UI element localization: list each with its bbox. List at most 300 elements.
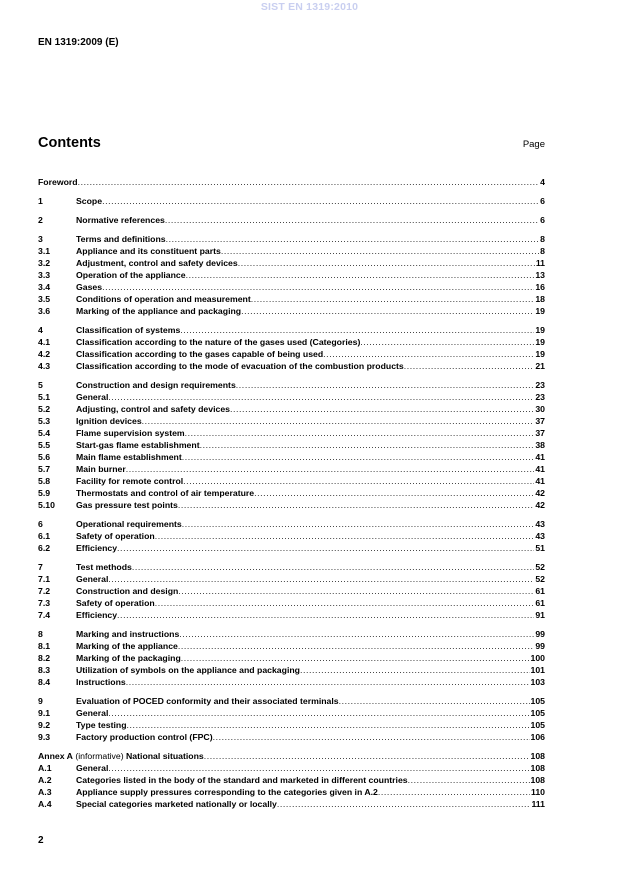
toc-entry-page: 38 — [535, 440, 545, 450]
toc-entry-title-line — [76, 463, 534, 475]
toc-entry-number: 5.9 — [38, 488, 51, 498]
toc-entry-title: Marking of the appliance and packaging — [76, 306, 242, 316]
toc-entry[interactable] — [38, 798, 545, 810]
toc-entry-page: 23 — [535, 392, 545, 402]
toc-entry-title: Test methods — [76, 562, 132, 572]
toc-entry-title-line — [76, 609, 534, 621]
dot-leader — [185, 427, 535, 439]
toc-entry-title: Main burner — [76, 464, 126, 474]
toc-entry[interactable] — [38, 786, 545, 798]
toc-entry-title-line — [76, 695, 530, 707]
toc-entry-title: Thermostats and control of air temperature — [76, 488, 255, 498]
toc-entry-title-line — [76, 707, 530, 719]
toc-entry[interactable] — [38, 233, 545, 245]
toc-section-group — [38, 628, 545, 688]
dot-leader — [182, 451, 535, 463]
toc-entry-title: Terms and definitions — [76, 234, 166, 244]
toc-entry-title-line — [76, 415, 534, 427]
dot-leader — [117, 609, 534, 621]
dot-leader — [108, 707, 529, 719]
toc-entry[interactable] — [38, 573, 545, 585]
toc-entry-page: 23 — [535, 380, 545, 390]
toc-entry[interactable] — [38, 360, 545, 372]
annex-label: Annex A — [38, 751, 73, 761]
dot-leader — [200, 439, 535, 451]
dot-leader — [204, 750, 530, 762]
toc-entry-title: Marking of the packaging — [76, 653, 181, 663]
toc-entry-number: 3 — [38, 234, 43, 244]
toc-entry-title-line — [76, 786, 530, 798]
toc-entry-title: Classification according to the nature of the gases used (Categories) — [76, 337, 361, 347]
toc-entry-page: 18 — [535, 294, 545, 304]
toc-entry[interactable] — [38, 664, 545, 676]
toc-entry-number: 5.2 — [38, 404, 51, 414]
dot-leader — [378, 786, 530, 798]
watermark: SIST EN 1319:2010 — [260, 1, 359, 13]
toc-entry-title: Classification of systems — [76, 325, 181, 335]
toc-entry-title: Start-gas flame establishment — [76, 440, 200, 450]
toc-entry-number: 3.3 — [38, 270, 51, 280]
toc-entry-number: 5.6 — [38, 452, 51, 462]
toc-entry-page: 105 — [530, 720, 545, 730]
toc-entry-title-line — [76, 585, 534, 597]
toc-entry-title: Classification according to the mode of evacuation of the combustion products — [76, 361, 404, 371]
toc-entry-title: General — [76, 392, 109, 402]
toc-entry-number: 3.6 — [38, 306, 51, 316]
toc-entry-title: Appliance and its constituent parts — [76, 246, 221, 256]
toc-entry-title: Flame supervision system — [76, 428, 185, 438]
toc-entry[interactable] — [38, 628, 545, 640]
toc-entry-title: Utilization of symbols on the appliance and packaging — [76, 665, 300, 675]
toc-entry-number: 7.4 — [38, 610, 51, 620]
toc-entry-title-line — [76, 597, 534, 609]
dot-leader — [300, 664, 530, 676]
toc-section-group — [38, 195, 545, 207]
toc-entry-title: Operational requirements — [76, 519, 182, 529]
toc-entry-title-line — [76, 269, 534, 281]
document-identifier: EN 1319:2009 (E) — [38, 37, 119, 48]
toc-entry-page: 21 — [535, 361, 545, 371]
toc-entry-title: Normative references — [76, 215, 165, 225]
toc-entry[interactable] — [38, 597, 545, 609]
toc-entry-title-line — [76, 719, 530, 731]
toc-entry-title: Gas pressure test points — [76, 500, 178, 510]
dot-leader — [155, 530, 535, 542]
toc-entry-number: 4 — [38, 325, 43, 335]
toc-entry[interactable] — [38, 195, 545, 207]
toc-entry[interactable] — [38, 305, 545, 317]
toc-entry-title-line — [76, 245, 539, 257]
dot-leader — [78, 176, 540, 188]
toc-entry-number: 8 — [38, 629, 43, 639]
toc-entry[interactable] — [38, 561, 545, 573]
toc-entry-page: 6 — [540, 196, 545, 206]
toc-entry[interactable] — [38, 640, 545, 652]
dot-leader — [213, 731, 530, 743]
toc-entry-page: 19 — [535, 325, 545, 335]
toc-entry-number: 8.2 — [38, 653, 51, 663]
dot-leader — [102, 195, 539, 207]
dot-leader — [238, 257, 535, 269]
toc-entry-page: 16 — [535, 282, 545, 292]
toc-entry-number: 5.10 — [38, 500, 55, 510]
toc-entry-title: Conditions of operation and measurement — [76, 294, 251, 304]
toc-entry-page: 100 — [530, 653, 545, 663]
toc-entry-title-line — [76, 774, 530, 786]
toc-entry-title-line — [76, 360, 534, 372]
toc-entry-title: Factory production control (FPC) — [76, 732, 213, 742]
toc-entry-page: 52 — [535, 574, 545, 584]
toc-entry-title: Operation of the appliance — [76, 270, 186, 280]
toc-entry-title-line — [76, 487, 534, 499]
toc-entry[interactable] — [38, 762, 545, 774]
toc-entry[interactable] — [38, 281, 545, 293]
toc-entry[interactable] — [38, 530, 545, 542]
toc-entry-title-line — [76, 348, 534, 360]
dot-leader — [178, 640, 534, 652]
toc-entry-page: 37 — [535, 416, 545, 426]
toc-entry-number: 3.1 — [38, 246, 51, 256]
toc-entry-title: General — [76, 708, 109, 718]
toc-section-group — [38, 379, 545, 511]
toc-entry-page: 30 — [535, 404, 545, 414]
toc-entry[interactable] — [38, 652, 545, 664]
toc-section-group — [38, 324, 545, 372]
toc-entry-title: Ignition devices — [76, 416, 142, 426]
toc-entry-title: Safety of operation — [76, 598, 155, 608]
toc-entry-page: 101 — [530, 665, 545, 675]
toc-entry[interactable] — [38, 707, 545, 719]
dot-leader — [241, 305, 534, 317]
toc-entry-title-line — [76, 542, 534, 554]
toc-entry-title-line — [76, 439, 534, 451]
toc-entry-title-line — [76, 762, 530, 774]
toc-entry[interactable] — [38, 676, 545, 688]
toc-entry-page: 61 — [535, 598, 545, 608]
toc-entry-page: 105 — [530, 708, 545, 718]
toc-entry-page: 111 — [531, 799, 545, 809]
toc-entry-title: Classification according to the gases capable of being used — [76, 349, 324, 359]
toc-entry[interactable] — [38, 427, 545, 439]
toc-entry-title-line — [38, 750, 530, 762]
toc-entry-number: 6.1 — [38, 531, 51, 541]
dot-leader — [230, 403, 534, 415]
toc-entry-page: 43 — [535, 531, 545, 541]
toc-entry[interactable] — [38, 774, 545, 786]
toc-entry-page: 43 — [535, 519, 545, 529]
toc-entry-page: 11 — [535, 258, 545, 268]
toc-entry-number: 9.3 — [38, 732, 51, 742]
toc-entry-title: Special categories marketed nationally or locally — [76, 799, 277, 809]
toc-entry[interactable] — [38, 293, 545, 305]
dot-leader — [360, 336, 534, 348]
toc-entry-title: Type testing — [76, 720, 127, 730]
toc-entry-number: 8.4 — [38, 677, 51, 687]
toc-entry-number: 3.5 — [38, 294, 51, 304]
toc-entry[interactable] — [38, 750, 545, 762]
toc-section-group — [38, 233, 545, 317]
toc-entry-title: Evaluation of POCED conformity and their associated terminals — [76, 696, 339, 706]
toc-entry[interactable] — [38, 475, 545, 487]
toc-entry-title: Instructions — [76, 677, 126, 687]
toc-entry-title-line — [76, 379, 534, 391]
toc-entry[interactable] — [38, 403, 545, 415]
toc-entry-title-line — [76, 336, 534, 348]
toc-entry-title: Main flame establishment — [76, 452, 182, 462]
toc-entry-title: Foreword — [38, 177, 78, 187]
toc-entry-number: 1 — [38, 196, 43, 206]
toc-section-group — [38, 214, 545, 226]
toc-entry-number: 4.2 — [38, 349, 51, 359]
toc-entry-number: 7.3 — [38, 598, 51, 608]
toc-entry[interactable] — [38, 542, 545, 554]
toc-entry-page: 51 — [535, 543, 545, 553]
toc-entry[interactable] — [38, 336, 545, 348]
toc-entry-title: Scope — [76, 196, 103, 206]
toc-section-group — [38, 695, 545, 743]
page-number: 2 — [38, 835, 44, 846]
toc-entry-title-line — [76, 451, 534, 463]
dot-leader — [254, 487, 534, 499]
toc-entry-title: General — [76, 763, 109, 773]
toc-entry[interactable] — [38, 439, 545, 451]
toc-entry-number: 4.3 — [38, 361, 51, 371]
toc-entry-page: 61 — [535, 586, 545, 596]
toc-entry[interactable] — [38, 451, 545, 463]
toc-entry[interactable] — [38, 518, 545, 530]
toc-entry-title-line — [76, 475, 534, 487]
toc-entry-title-line — [38, 176, 539, 188]
annex-title: National situations — [126, 751, 204, 761]
toc-entry-title: Marking and instructions — [76, 629, 180, 639]
dot-leader — [251, 293, 535, 305]
toc-entry-title-line — [76, 427, 534, 439]
dot-leader — [236, 379, 535, 391]
toc-entry-number: 7.2 — [38, 586, 51, 596]
page-title: Contents — [38, 135, 101, 151]
toc-entry-title-line — [76, 640, 534, 652]
toc-entry[interactable] — [38, 487, 545, 499]
toc-entry[interactable] — [38, 324, 545, 336]
toc-entry-page: 6 — [540, 215, 545, 225]
toc-entry-title-line — [76, 305, 534, 317]
toc-entry-number: A.4 — [38, 799, 52, 809]
toc-entry-title-line — [76, 798, 530, 810]
toc-entry-title-line — [76, 530, 534, 542]
dot-leader — [166, 233, 540, 245]
toc-entry-page: 103 — [530, 677, 545, 687]
dot-leader — [126, 463, 535, 475]
toc-entry-page: 19 — [535, 337, 545, 347]
dot-leader — [108, 573, 534, 585]
toc-entry-number: 2 — [38, 215, 43, 225]
toc-entry-number: 5 — [38, 380, 43, 390]
toc-entry-page: 108 — [530, 775, 545, 785]
toc-entry-title-line — [76, 214, 539, 226]
toc-entry-page: 37 — [535, 428, 545, 438]
toc-entry-title-line — [76, 518, 534, 530]
toc-entry-page: 8 — [540, 246, 545, 256]
toc-entry-title: Efficiency — [76, 610, 118, 620]
toc-entry-title: Gases — [76, 282, 103, 292]
toc-entry-page: 42 — [535, 500, 545, 510]
toc-entry-title: General — [76, 574, 109, 584]
toc-entry[interactable] — [38, 257, 545, 269]
toc-entry[interactable] — [38, 463, 545, 475]
dot-leader — [117, 542, 534, 554]
toc-entry-title: Adjusting, control and safety devices — [76, 404, 230, 414]
dot-leader — [221, 245, 539, 257]
dot-leader — [323, 348, 534, 360]
toc-entry[interactable] — [38, 585, 545, 597]
toc-entry-number: 4.1 — [38, 337, 51, 347]
dot-leader — [126, 676, 530, 688]
toc-entry-number: A.2 — [38, 775, 52, 785]
toc-entry-page: 13 — [535, 270, 545, 280]
toc-entry-title-line — [76, 257, 535, 269]
dot-leader — [108, 762, 529, 774]
toc-entry-number: 7.1 — [38, 574, 51, 584]
toc-entry-number: 7 — [38, 562, 43, 572]
toc-entry-number: 6 — [38, 519, 43, 529]
toc-entry-title: Adjustment, control and safety devices — [76, 258, 238, 268]
dot-leader — [408, 774, 530, 786]
dot-leader — [165, 214, 539, 226]
toc-entry[interactable] — [38, 695, 545, 707]
toc-entry-title: Marking of the appliance — [76, 641, 178, 651]
toc-entry-page: 105 — [530, 696, 545, 706]
toc-entry-page: 52 — [535, 562, 545, 572]
dot-leader — [179, 628, 534, 640]
toc-entry-title-line — [76, 391, 534, 403]
toc-entry[interactable] — [38, 269, 545, 281]
toc-entry-title-line — [76, 652, 530, 664]
toc-entry-title-line — [76, 233, 539, 245]
toc-entry-page: 8 — [540, 234, 545, 244]
toc-entry-number: 5.1 — [38, 392, 51, 402]
dot-leader — [155, 597, 535, 609]
toc-entry-page: 4 — [540, 177, 545, 187]
dot-leader — [183, 475, 534, 487]
dot-leader — [178, 499, 534, 511]
toc-entry-page: 91 — [535, 610, 545, 620]
toc-entry-title-line — [76, 664, 530, 676]
dot-leader — [339, 695, 530, 707]
toc-entry-number: 9.2 — [38, 720, 51, 730]
toc-entry-page: 99 — [535, 641, 545, 651]
dot-leader — [102, 281, 534, 293]
toc-entry[interactable] — [38, 731, 545, 743]
dot-leader — [127, 719, 530, 731]
toc-entry-page: 42 — [535, 488, 545, 498]
toc-entry-number: 8.3 — [38, 665, 51, 675]
dot-leader — [142, 415, 535, 427]
dot-leader — [277, 798, 531, 810]
dot-leader — [180, 324, 534, 336]
dot-leader — [132, 561, 534, 573]
toc-section-group — [38, 518, 545, 554]
toc-section-group — [38, 561, 545, 621]
toc-entry-title — [38, 750, 204, 762]
toc-entry-title: Appliance supply pressures corresponding to the categories given in A.2 — [76, 787, 378, 797]
dot-leader — [108, 391, 534, 403]
dot-leader — [404, 360, 535, 372]
dot-leader — [182, 518, 535, 530]
toc-entry-page: 99 — [535, 629, 545, 639]
toc-entry-title: Facility for remote control — [76, 476, 184, 486]
toc-entry-number: 5.8 — [38, 476, 51, 486]
toc-entry-number: 5.3 — [38, 416, 51, 426]
toc-entry[interactable] — [38, 348, 545, 360]
toc-entry-page: 110 — [530, 787, 545, 797]
toc-entry-number: 5.4 — [38, 428, 51, 438]
toc-entry[interactable] — [38, 609, 545, 621]
toc-entry-number: 6.2 — [38, 543, 51, 553]
toc-entry-title: Construction and design requirements — [76, 380, 236, 390]
toc-entry-page: 41 — [535, 476, 545, 486]
toc-entry-number: 8.1 — [38, 641, 51, 651]
toc-section-group — [38, 176, 545, 188]
toc-entry-page: 19 — [535, 306, 545, 316]
toc-entry[interactable] — [38, 415, 545, 427]
toc-entry-title: Safety of operation — [76, 531, 155, 541]
toc-entry[interactable] — [38, 214, 545, 226]
toc-entry-title-line — [76, 195, 539, 207]
toc-entry-number: 5.7 — [38, 464, 51, 474]
dot-leader — [186, 269, 535, 281]
toc-entry[interactable] — [38, 176, 545, 188]
toc-entry-title-line — [76, 731, 530, 743]
toc-entry-number: 3.4 — [38, 282, 51, 292]
toc-entry-page: 108 — [530, 763, 545, 773]
toc-entry-title-line — [76, 499, 534, 511]
table-of-contents — [38, 176, 545, 817]
toc-entry[interactable] — [38, 719, 545, 731]
toc-entry-page: 106 — [530, 732, 545, 742]
toc-entry-title: Construction and design — [76, 586, 179, 596]
toc-entry-title: Efficiency — [76, 543, 118, 553]
toc-entry[interactable] — [38, 391, 545, 403]
toc-entry-title-line — [76, 324, 534, 336]
toc-entry-title-line — [76, 628, 534, 640]
toc-entry-title-line — [76, 561, 534, 573]
toc-entry-title-line — [76, 293, 534, 305]
toc-entry-page: 41 — [535, 452, 545, 462]
toc-entry-page: 19 — [535, 349, 545, 359]
toc-entry[interactable] — [38, 499, 545, 511]
toc-entry-title: Categories listed in the body of the standard and marketed in different countries — [76, 775, 408, 785]
toc-entry-number: 9.1 — [38, 708, 51, 718]
toc-entry-title-line — [76, 676, 530, 688]
toc-section-group — [38, 750, 545, 810]
toc-entry-number: 5.5 — [38, 440, 51, 450]
toc-entry-number: A.1 — [38, 763, 52, 773]
dot-leader — [178, 585, 534, 597]
toc-entry-title-line — [76, 281, 534, 293]
annex-note: (informative) — [72, 751, 127, 761]
page-column-label: Page — [522, 139, 545, 150]
toc-entry-page: 41 — [535, 464, 545, 474]
toc-entry[interactable] — [38, 379, 545, 391]
toc-entry-number: 3.2 — [38, 258, 51, 268]
toc-entry-title-line — [76, 573, 534, 585]
toc-entry[interactable] — [38, 245, 545, 257]
dot-leader — [181, 652, 530, 664]
toc-entry-title-line — [76, 403, 534, 415]
toc-entry-page: 108 — [530, 751, 545, 761]
toc-entry-number: 9 — [38, 696, 43, 706]
toc-entry-number: A.3 — [38, 787, 52, 797]
